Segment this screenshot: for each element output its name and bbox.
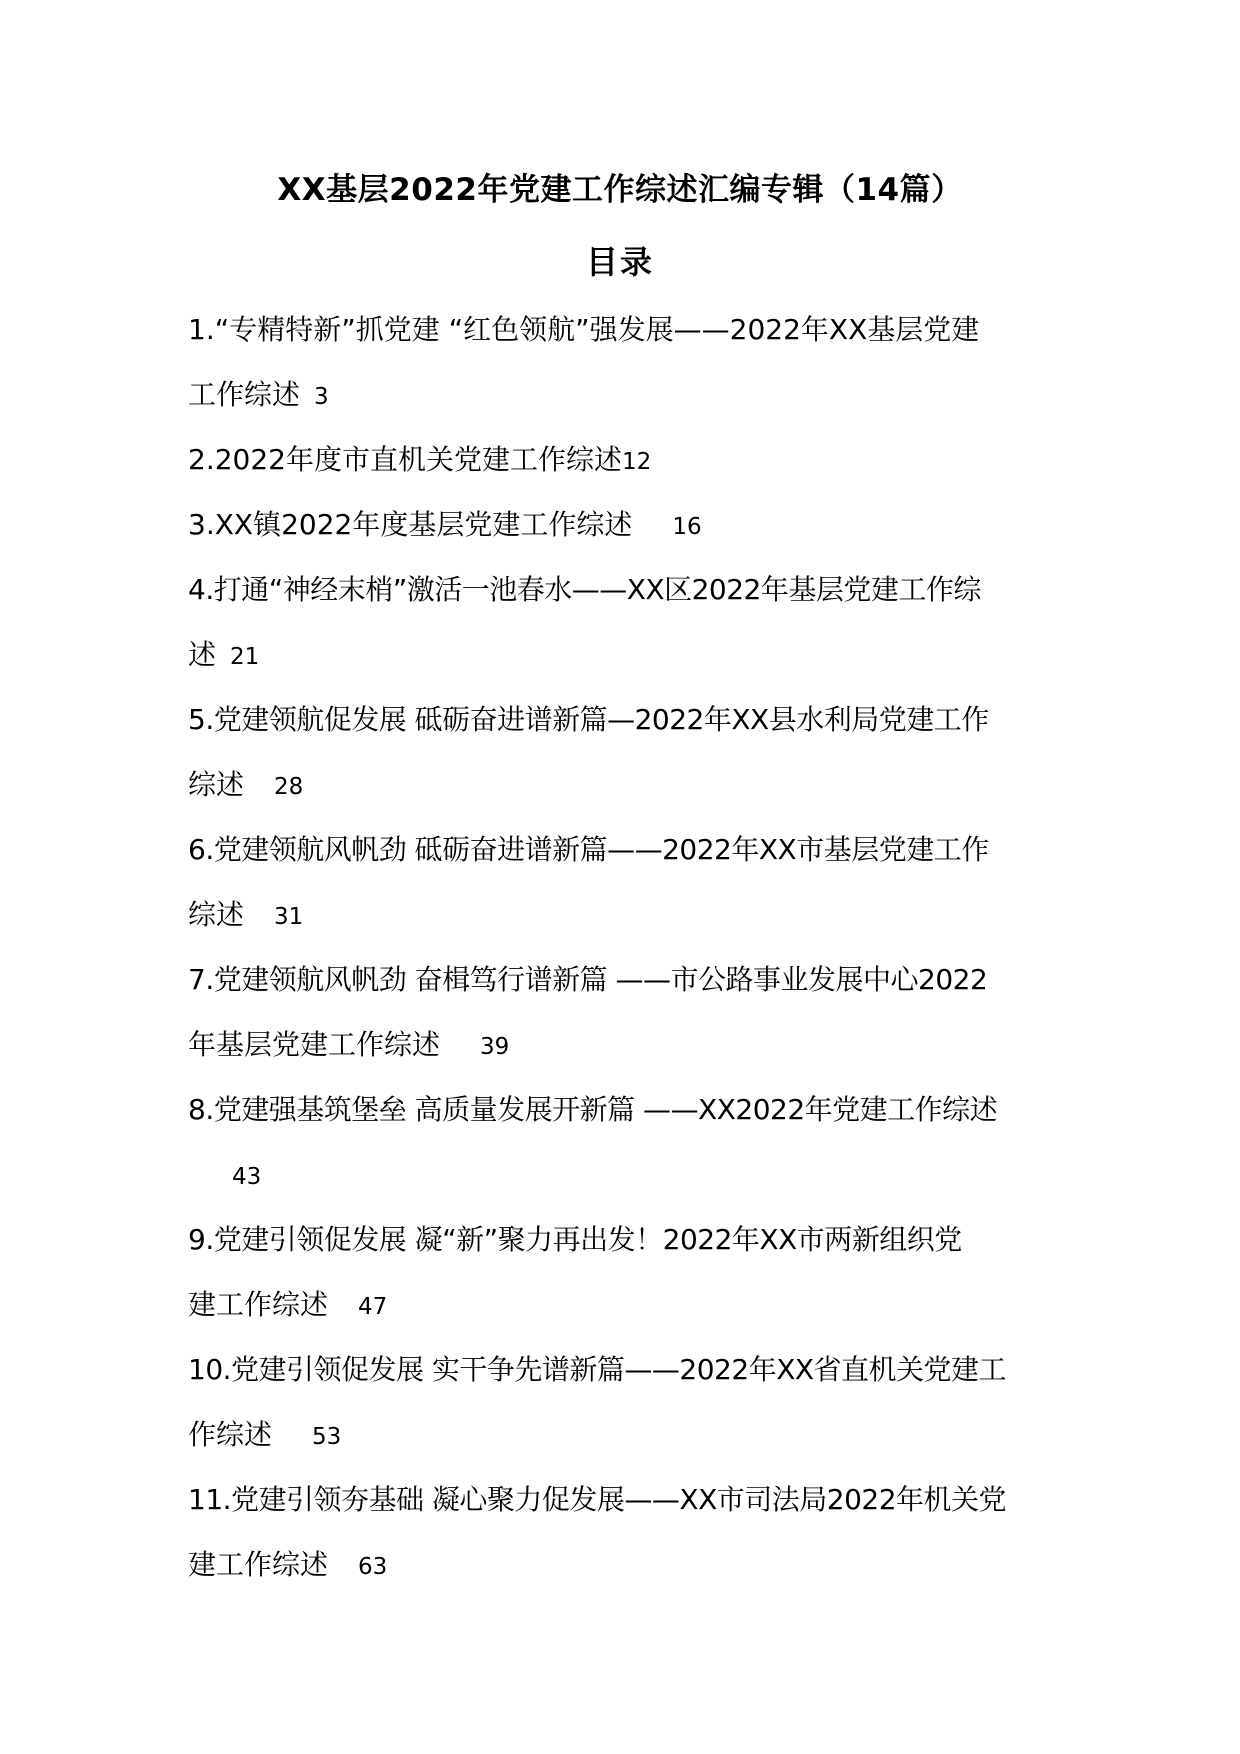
toc-entry-title: 4.打通“神经末梢”激活一池春水——XX区2022年基层党建工作综 — [188, 573, 981, 606]
toc-page-number: 47 — [358, 1294, 388, 1320]
toc-entry-title: 6.党建领航风帆劲 砥砺奋进谱新篇——2022年XX市基层党建工作 — [188, 833, 989, 866]
toc-page-number: 28 — [274, 774, 304, 800]
toc-entry-line — [188, 492, 1058, 557]
toc-entry-line — [188, 622, 1058, 687]
toc-entry-4[interactable] — [188, 557, 1058, 687]
toc-entry-title: 3.XX镇2022年度基层党建工作综述 — [188, 508, 633, 541]
toc-entry-title-cont: 综述 — [188, 898, 245, 931]
toc-page-number: 31 — [274, 904, 304, 930]
toc-entry-title-cont: 作综述 — [188, 1418, 273, 1451]
toc-entry-title-cont: 建工作综述 — [188, 1548, 329, 1581]
toc-entry-title: 1.“专精特新”抓党建 “红色领航”强发展——2022年XX基层党建 — [188, 313, 980, 346]
toc-page-number: 16 — [672, 514, 702, 540]
document-title: XX基层2022年党建工作综述汇编专辑（14篇） — [277, 172, 963, 208]
toc-page-number: 39 — [480, 1034, 510, 1060]
toc-entry-7[interactable] — [188, 947, 1058, 1077]
toc-entry-10[interactable] — [188, 1337, 1058, 1467]
toc-page-number: 12 — [621, 449, 652, 475]
toc-entry-line — [188, 752, 1058, 817]
toc-entry-title: 10.党建引领促发展 实干争先谱新篇——2022年XX省直机关党建工 — [188, 1353, 1007, 1386]
toc-entry-9[interactable] — [188, 1207, 1058, 1337]
toc-entry-title: 8.党建强基筑堡垒 高质量发展开新篇 ——XX2022年党建工作综述 — [188, 1093, 998, 1126]
toc-entry-title-cont: 工作综述 — [188, 378, 301, 411]
toc-entry-1[interactable] — [188, 297, 1058, 427]
toc-entry-line — [188, 362, 1058, 427]
toc-entry-title-cont: 综述 — [188, 768, 245, 801]
toc-entry-8[interactable] — [188, 1077, 1058, 1207]
toc-page-number: 21 — [230, 644, 260, 670]
toc-page-number: 3 — [314, 384, 329, 410]
toc-entry-title: 2.2022年度市直机关党建工作综述 — [188, 443, 622, 476]
toc-entry-line — [188, 1532, 1058, 1597]
toc-entry-title: 9.党建引领促发展 凝“新”聚力再出发！2022年XX市两新组织党 — [188, 1223, 962, 1256]
toc-entry-line — [188, 427, 1058, 492]
toc-entry-line — [188, 882, 1058, 947]
toc-entry-2[interactable] — [188, 427, 1058, 492]
toc-entry-3[interactable] — [188, 492, 1058, 557]
toc-entry-line — [188, 1142, 1058, 1207]
toc-entry-title-cont: 述 — [188, 638, 217, 671]
toc-heading: 目录 — [585, 243, 654, 281]
toc-entry-title: 5.党建领航促发展 砥砺奋进谱新篇—2022年XX县水利局党建工作 — [188, 703, 989, 736]
toc-entry-title-cont: 建工作综述 — [188, 1288, 329, 1321]
toc-entry-6[interactable] — [188, 817, 1058, 947]
toc-entry-title: 11.党建引领夯基础 凝心聚力促发展——XX市司法局2022年机关党 — [188, 1483, 1007, 1516]
toc-entry-line — [188, 1012, 1058, 1077]
toc-entry-5[interactable] — [188, 687, 1058, 817]
toc-page-number: 63 — [358, 1554, 388, 1580]
toc-page-number: 53 — [312, 1424, 342, 1450]
toc-entry-11[interactable] — [188, 1467, 1058, 1597]
toc-entry-line — [188, 1402, 1058, 1467]
table-of-contents — [188, 297, 1058, 1597]
toc-page-number: 43 — [232, 1164, 262, 1190]
toc-entry-title: 7.党建领航风帆劲 奋楫笃行谱新篇 ——市公路事业发展中心2022 — [188, 963, 988, 996]
toc-entry-title-cont: 年基层党建工作综述 — [188, 1028, 441, 1061]
toc-entry-line — [188, 1272, 1058, 1337]
